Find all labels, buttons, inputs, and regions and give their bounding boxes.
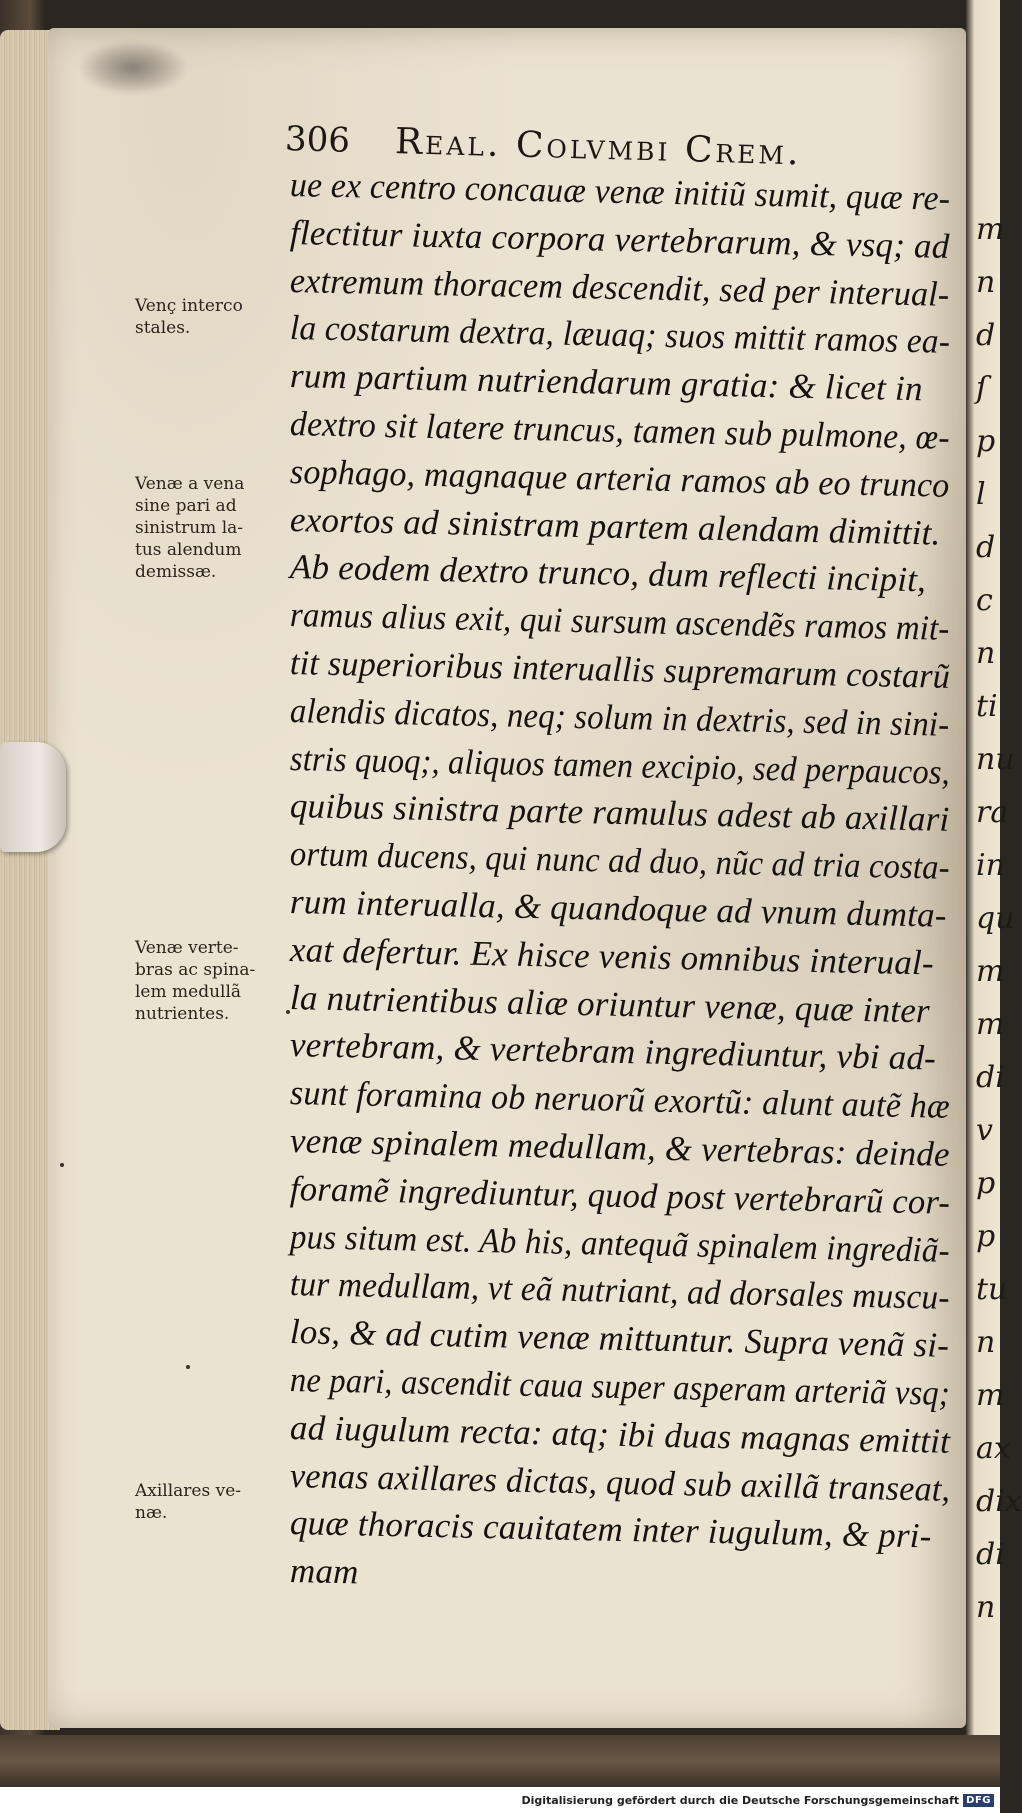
text-line: sunt foramina ob neruorũ exortũ: alunt autẽ hæ [289, 1073, 951, 1127]
running-title: Real. Colvmbi Crem. [394, 121, 803, 174]
text-line: vertebram, & vertebram ingrediuntur, vbi ad- [289, 1025, 937, 1078]
text-line: la nutrientibus aliæ oriuntur venæ, quæ inter [289, 977, 931, 1030]
opposite-page-fragment: d [976, 318, 996, 353]
text-line: stris quoq;, aliquos tamen excipio, sed perpaucos, [289, 738, 951, 792]
text-line: quibus sinistra parte ramulus adest ab axillari [289, 786, 950, 840]
margin-note: Venæ verte- bras ac spina- lem medullã nutrientes. [135, 938, 256, 1024]
opposite-page-fragment: ſ [976, 371, 988, 406]
opposite-page-fragment: n [976, 636, 996, 671]
text-line: rum partium nutriendarum gratia: & licet in [289, 356, 924, 409]
text-line: rum interualla, & quandoque ad vnum dumta- [289, 882, 948, 935]
opposite-page-fragment: l [976, 477, 986, 512]
text-line: tit superioribus interuallis supremarum costarũ [289, 643, 951, 696]
page-number: 306 [284, 119, 351, 161]
opposite-page-fragment: n [976, 1325, 996, 1360]
text-line: Ab eodem dextro trunco, dum reflecti incipit, [289, 547, 927, 600]
text-line: los, & ad cutim venæ mittuntur. Supra venã si- [289, 1312, 950, 1365]
text-line: venas axillares dictas, quod sub axillã transeat, [289, 1455, 951, 1509]
bookmark-tab [0, 742, 66, 852]
book-bottom-edge [0, 1735, 1000, 1787]
opposite-page-edge [966, 0, 1022, 1813]
opposite-page-fragment: p [976, 1219, 996, 1254]
opposite-page-fragment: ti [976, 689, 998, 724]
opposite-page-fragment: nu [976, 742, 1015, 777]
opposite-page-fragment: n [976, 1590, 996, 1625]
opposite-page-fragment: tu [976, 1272, 1008, 1307]
text-line: ramus alius exit, qui sursum ascendẽs ramos mit- [289, 595, 950, 648]
opposite-page-fragment: p [976, 424, 996, 459]
opposite-page-fragment: ax [976, 1431, 1011, 1466]
opposite-page-fragment: m [976, 954, 1005, 989]
text-line: ortum ducens, qui nunc ad duo, nũc ad tria costa- [289, 834, 951, 888]
text-line: ne pari, ascendit caua super asperam arteriã vsq; [289, 1360, 951, 1413]
text-line: ad iugulum recta: atq; ibi duas magnas emittit [289, 1407, 951, 1461]
opposite-page-fragment: c [976, 583, 993, 618]
opposite-page-fragment: p [976, 1166, 996, 1201]
digitization-credit [0, 1787, 1000, 1813]
text-line: sophago, magnaque arteria ramos ab eo trunco [289, 451, 950, 505]
text-line: foramẽ ingrediuntur, quod post vertebrarũ cor- [289, 1168, 951, 1222]
ink-smudge [78, 40, 188, 95]
text-line: mam [289, 1551, 360, 1592]
opposite-page-fragment: m [976, 212, 1005, 247]
dfg-logo: DFG [963, 1794, 994, 1807]
margin-dot [60, 1163, 64, 1167]
credit-text: Digitalisierung gefördert durch die Deutsche Forschungsgemeinschaft [521, 1793, 960, 1807]
opposite-page-fragment: di [976, 1060, 1005, 1095]
text-line: tur medullam, vt eã nutriant, ad dorsales muscu- [289, 1264, 951, 1318]
text-line: xat defertur. Ex hisce venis omnibus interual- [289, 929, 935, 983]
text-line: venæ spinalem medullam, & vertebras: deinde [289, 1121, 951, 1174]
text-line: alendis dicatos, neq; solum in dextris, sed in sini- [289, 690, 950, 744]
text-line: dextro sit latere truncus, tamen sub pulmone, œ- [289, 404, 951, 457]
text-line: quæ thoracis cauitatem inter iugulum, & pri- [289, 1503, 932, 1556]
opposite-page-fragment: d [976, 530, 996, 565]
opposite-page-fragment: di [976, 1537, 1005, 1572]
opposite-page-fragment: dix [976, 1484, 1022, 1519]
opposite-page-fragment: in [976, 848, 1005, 883]
opposite-page-fragment: v [976, 1113, 993, 1148]
text-line: exortos ad sinistram partem alendam dimittit. [289, 499, 941, 553]
margin-note: Venæ a vena sine pari ad sinistrum la- tus alendum demissæ. [135, 474, 245, 582]
opposite-page-fragment: m [976, 1378, 1005, 1413]
opposite-page-fragment: qu [976, 901, 1015, 936]
opposite-page-fragment: ra [976, 795, 1009, 830]
text-line: extremum thoracem descendit, sed per interual- [289, 260, 950, 314]
text-line: pus situm est. Ab his, antequã spinalem ingrediã- [289, 1216, 951, 1270]
margin-note: Axillares ve- næ. [135, 1481, 242, 1523]
text-line: la costarum dextra, læuaq; suos mittit ramos ea- [289, 308, 951, 362]
text-line: ue ex centro concauæ venæ initiũ sumit, quæ re- [289, 165, 951, 218]
margin-dot [186, 1365, 190, 1369]
text-line: flectitur iuxta corpora vertebrarum, & vsq; ad [289, 212, 950, 266]
margin-note: Venç interco stales. [135, 296, 243, 338]
opposite-page-fragment: n [976, 265, 996, 300]
opposite-page-fragment: m [976, 1007, 1005, 1042]
